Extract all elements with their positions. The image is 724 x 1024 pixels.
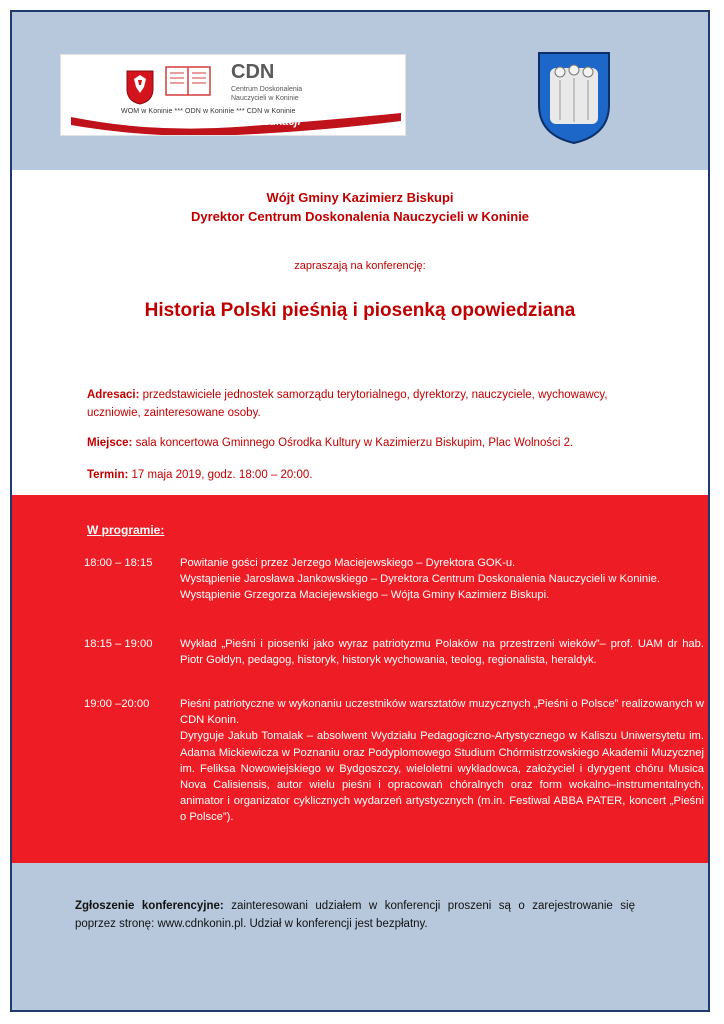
program-description — [180, 636, 704, 668]
kazimierz-biskupi-coat-of-arms-icon — [536, 50, 612, 146]
invite-text: zapraszają na konferencję: — [294, 260, 426, 272]
inviters — [12, 188, 708, 226]
program-section — [12, 495, 708, 863]
registration-label: Zgłoszenie konferencyjne: — [75, 900, 224, 912]
program-description — [180, 555, 704, 604]
date — [87, 466, 647, 484]
program-line: Dyryguje Jakub Tomalak – absolwent Wydziału Pedagogiczno-Artystycznego w Kaliszu Uniwersytetu im. Adama Mickiewicza w Poznaniu oraz Podyplomowego Studium Chórmistrzowskiego Akademii Muzycznej im. Feliksa Nowowiejskiego w Bydgoszczy, wieloletni wykładowca, założyciel i dyrygent chóru Musica Nova Calisiensis, autor wielu pieśni i opracowań chóralnych oraz form wokalno–instrumentalnych, animator i organizator cyklicznych wydarzeń artystycznych (m.in. Festiwal ABBA PATER, koncert „Pieśni o Polsce”). — [180, 730, 704, 824]
header-band — [12, 12, 708, 170]
date-text: 17 maja 2019, godz. 18:00 – 20:00. — [128, 469, 313, 481]
program-time: 19:00 –20:00 — [84, 698, 150, 710]
addressees — [87, 386, 647, 422]
program-line: Pieśni patriotyczne w wykonaniu uczestników warsztatów muzycznych „Pieśni o Polsce” realizowanych w CDN Konin. — [180, 698, 704, 727]
date-label: Termin: — [87, 469, 129, 481]
book-icon — [164, 63, 212, 99]
program-description — [180, 696, 704, 826]
place-text: sala koncertowa Gminnego Ośrodka Kultury w Kazimierzu Biskupim, Plac Wolności 2. — [132, 437, 574, 449]
registration-text: zainteresowani udziałem w konferencji proszeni są o zarejestrowanie się poprzez stronę: www.cdnkonin.pl. Udział w konferencji jest bezpłatny. — [75, 900, 635, 930]
program-line: Wykład „Pieśni i piosenki jako wyraz patriotyzmu Polaków na przestrzeni wieków”– prof. UAM dr hab. Piotr Gołdyn, pedagog, historyk, historyk wychowania, teolog, regionalista, heraldyk. — [180, 638, 704, 667]
registration-note — [75, 897, 635, 933]
ribbon-text: WOM w Koninie *** ODN w Koninie *** CDN w Koninie — [121, 108, 296, 115]
program-title: W programie: — [87, 523, 165, 537]
cdn-subtitle: Centrum Doskonalenia Nauczycieli w Koninie — [231, 86, 303, 102]
invitation-section — [12, 170, 708, 495]
cdn-title: CDN — [231, 61, 275, 83]
poster-frame — [10, 10, 710, 1012]
program-time: 18:15 – 19:00 — [84, 638, 153, 650]
inviter-line-1: Wójt Gminy Kazimierz Biskupi — [266, 190, 454, 205]
program-time: 18:00 – 18:15 — [84, 557, 153, 569]
place — [87, 434, 647, 452]
program-line: Wystąpienie Jarosława Jankowskiego – Dyrektora Centrum Doskonalenia Nauczycieli w Koninie. — [180, 573, 660, 586]
cdn-logo — [60, 54, 406, 136]
addressees-text: przedstawiciele jednostek samorządu terytorialnego, dyrektorzy, nauczyciele, wychowawcy, uczniowie, zainteresowane osoby. — [87, 389, 608, 419]
inviter-line-2: Dyrektor Centrum Doskonalenia Nauczycieli w Koninie — [190, 209, 530, 224]
conference-title: Historia Polski pieśnią i piosenką opowiedziana — [144, 300, 576, 321]
addressees-label: Adresaci: — [87, 389, 140, 401]
anniversary-text: 30 lat na rzecz edukacji — [179, 116, 301, 128]
place-label: Miejsce: — [87, 437, 133, 449]
program-line: Wystąpienie Grzegorza Maciejewskiego – Wójta Gminy Kazimierz Biskupi. — [180, 589, 550, 602]
wielkopolska-crest-icon — [125, 69, 155, 105]
program-line: Powitanie gości przez Jerzego Maciejewskiego – Dyrektora GOK-u. — [180, 557, 516, 569]
